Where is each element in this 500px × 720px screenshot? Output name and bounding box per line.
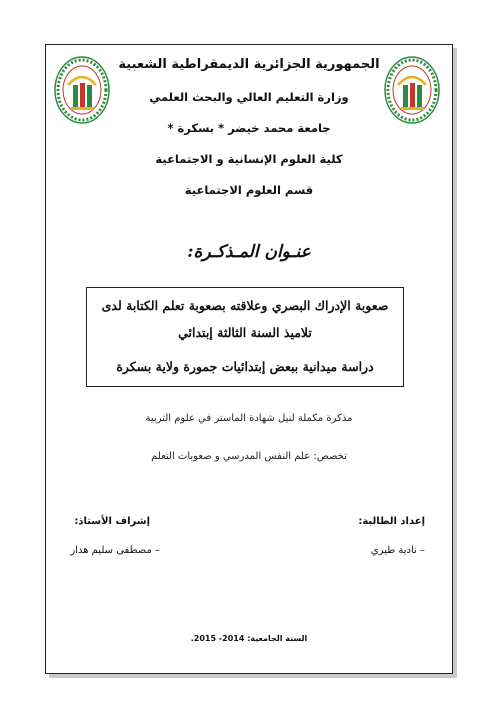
thesis-title-box bbox=[86, 287, 404, 387]
degree-statement: مذكرة مكملة لنيل شهادة الماستر في علوم التربية bbox=[145, 413, 353, 424]
student-name: – نادية طيري bbox=[370, 545, 425, 556]
university-heading: جامعة محمد خيضر * بسكرة * bbox=[167, 121, 331, 135]
supervisor-name: – مصطفى سليم هدار bbox=[70, 545, 160, 556]
thesis-title-line-2: تلاميذ السنة الثالثة إبتدائي bbox=[178, 325, 312, 340]
academic-year: السنة الجامعية: 2014- 2015. bbox=[190, 634, 308, 643]
student-label: إعداد الطالبة: bbox=[358, 516, 425, 527]
thesis-title-line-1: صعوبة الإدراك البصري وعلاقته بصعوبة تعلم الكتابة لدى bbox=[101, 298, 389, 313]
supervisor-label: إشراف الأستاذ: bbox=[74, 516, 150, 527]
republic-heading: الجمهورية الجزائرية الديمقراطية الشعبية bbox=[118, 57, 380, 72]
thesis-subtitle: دراسة ميدانية ببعض إبتدائيات جمورة ولاية بسكرة bbox=[116, 359, 374, 374]
department-heading: قسم العلوم الاجتماعية bbox=[184, 183, 314, 197]
specialty-statement: تخصص: علم النفس المدرسي و صعوبات التعلم bbox=[151, 451, 347, 462]
faculty-heading: كلية العلوم الإنسانية و الاجتماعية bbox=[155, 152, 343, 166]
thesis-title-label: عنـوان المـذكـرة: bbox=[187, 242, 311, 262]
ministry-heading: وزارة التعليم العالي والبحث العلمي bbox=[149, 90, 349, 104]
